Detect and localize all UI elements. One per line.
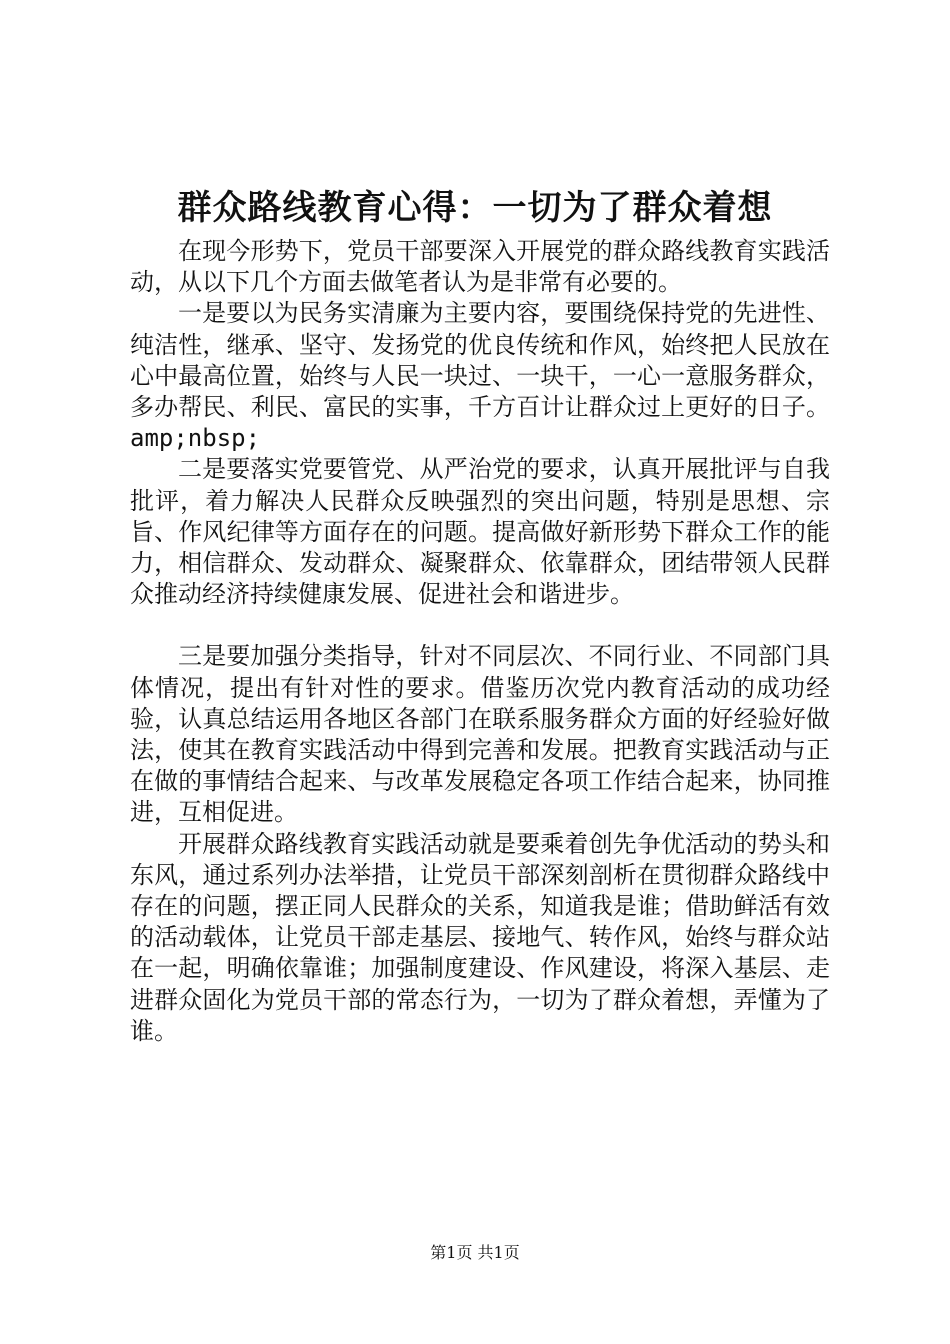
paragraph-point-three: 三是要加强分类指导，针对不同层次、不同行业、不同部门具体情况，提出有针对性的要求。借鉴历次党内教育活动的成功经验，认真总结运用各地区各部门在联系服务群众方面的好经验好做法，使其在教育实践活动中得到完善和发展。把教育实践活动与正在做的事情结合起来、与改革发展稳定各项工作结合起来，协同推进，互相促进。 <box>130 642 830 827</box>
document-body <box>130 236 830 1047</box>
paragraph-point-two: 二是要落实党要管党、从严治党的要求，认真开展批评与自我批评，着力解决人民群众反映强烈的突出问题，特别是思想、宗旨、作风纪律等方面存在的问题。提高做好新形势下群众工作的能力，相信群众、发动群众、凝聚群众、依靠群众，团结带领人民群众推动经济持续健康发展、促进社会和谐进步。 <box>130 455 830 609</box>
paragraph-intro: 在现今形势下，党员干部要深入开展党的群众路线教育实践活动，从以下几个方面去做笔者认为是非常有必要的。 <box>130 237 830 297</box>
paragraph-conclusion: 开展群众路线教育实践活动就是要乘着创先争优活动的势头和东风，通过系列办法举措，让党员干部深刻剖析在贯彻群众路线中存在的问题，摆正同人民群众的关系，知道我是谁；借助鲜活有效的活动载体，让党员干部走基层、接地气、转作风，始终与群众站在一起，明确依靠谁；加强制度建设、作风建设，将深入基层、走进群众固化为党员干部的常态行为，一切为了群众着想，弄懂为了谁。 <box>130 829 830 1045</box>
paragraph-point-one: 一是要以为民务实清廉为主要内容，要围绕保持党的先进性、纯洁性，继承、坚守、发扬党的优良传统和作风，始终把人民放在心中最高位置，始终与人民一块过、一块干，一心一意服务群众，多办帮民、利民、富民的实事，千方百计让群众过上更好的日子。amp;nbsp; <box>130 299 830 453</box>
page-number-footer: 第1页 共1页 <box>430 1243 520 1262</box>
document-title: 群众路线教育心得：一切为了群众着想 <box>177 188 773 228</box>
